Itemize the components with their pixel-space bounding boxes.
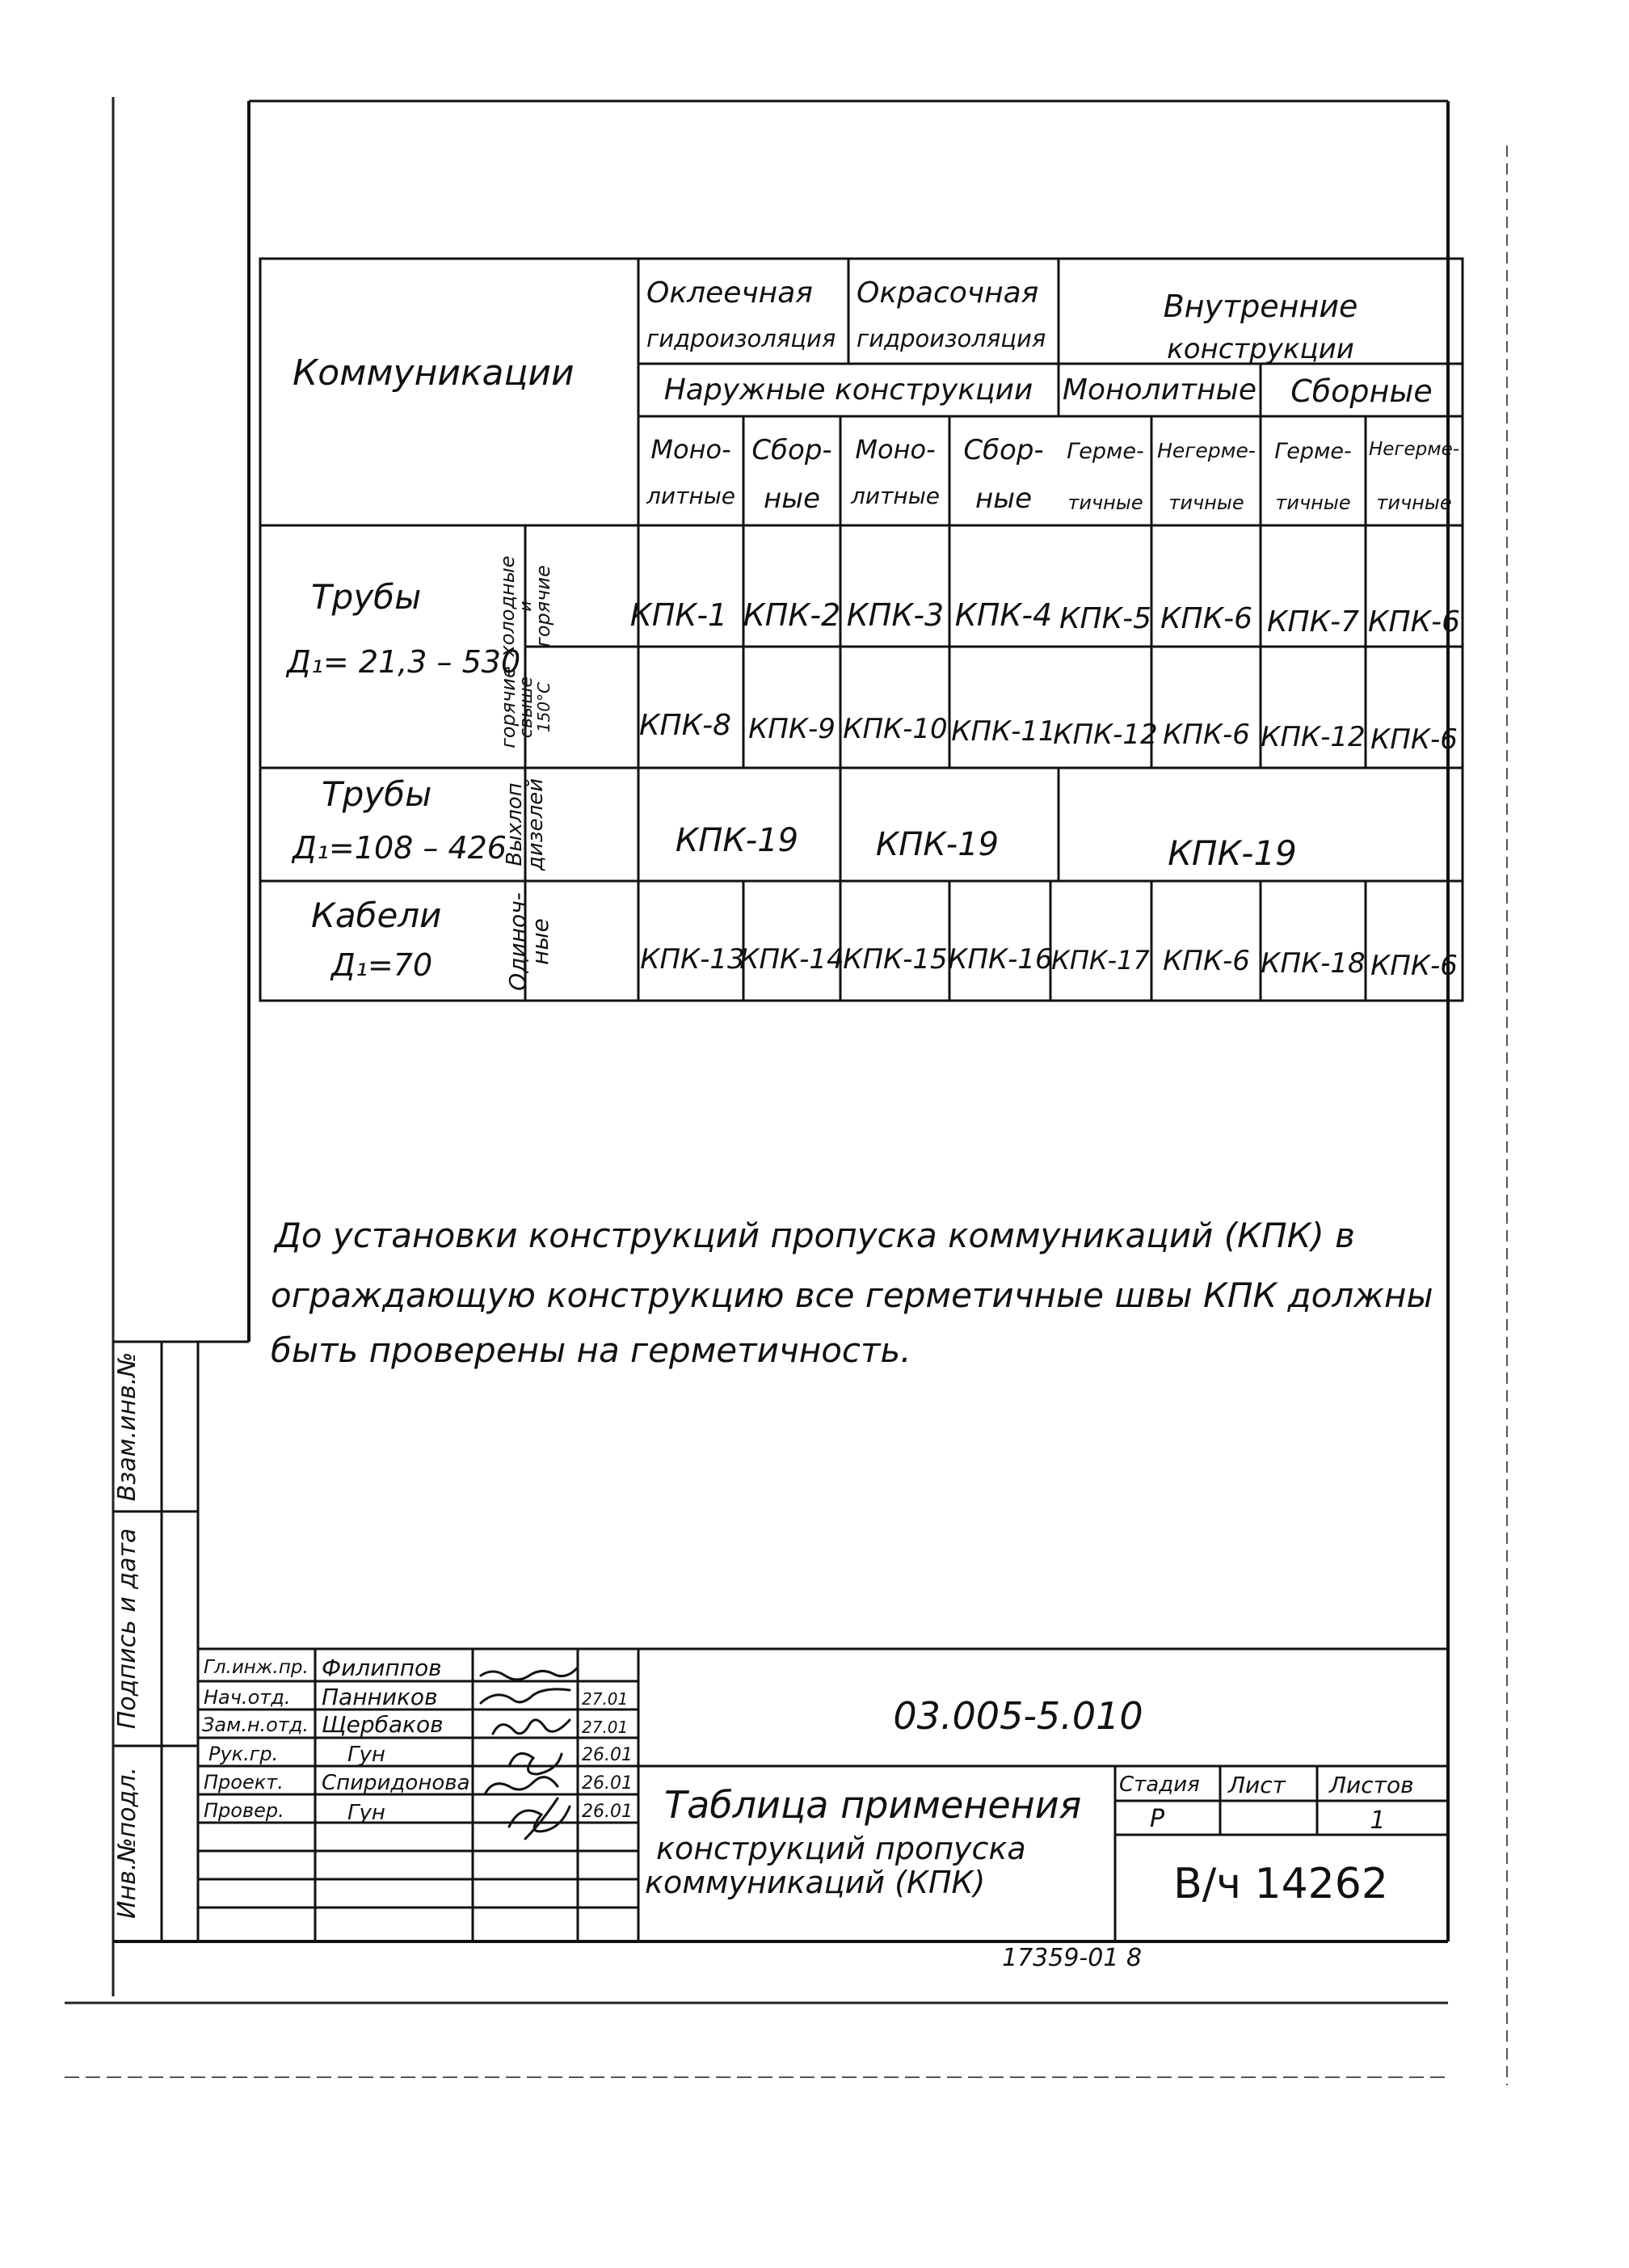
table-cell: КПК-19 — [675, 822, 799, 859]
signature-date: 27.01 — [582, 1718, 629, 1737]
organization-code: В/ч 14262 — [1173, 1860, 1388, 1908]
role-label: Гл.инж.пр. — [204, 1657, 309, 1678]
stage-label: Стадия — [1119, 1773, 1200, 1797]
handwritten-signatures — [477, 1653, 582, 1843]
role-label: Проект. — [204, 1771, 284, 1794]
table-cell: КПК-13 — [640, 943, 745, 976]
row-diameter: Д₁=108 – 426 — [293, 830, 507, 866]
internal-structures-header: Внутренние — [1163, 289, 1358, 324]
signatory-name: Щербаков — [322, 1711, 444, 1738]
drawing-title: Таблица применения — [664, 1783, 1082, 1827]
monolithic-header: Монолитные — [1062, 373, 1257, 407]
role-label: Зам.н.отд. — [202, 1714, 309, 1736]
role-label: Рук.гр. — [208, 1743, 279, 1765]
table-cell: КПК-3 — [846, 597, 945, 633]
original-inventory-label: Инв.№подл. — [113, 1767, 141, 1919]
table-cell: КПК-10 — [843, 713, 948, 745]
signature-date-label: Подпись и дата — [113, 1528, 141, 1730]
table-cell: КПК-18 — [1261, 947, 1366, 980]
signatory-name: Гун — [347, 1743, 385, 1767]
table-cell: КПК-6 — [1370, 950, 1458, 982]
row-label: Трубы — [311, 577, 422, 617]
signature-date: 26.01 — [582, 1773, 633, 1794]
signatory-name: Филиппов — [322, 1655, 442, 1681]
condition-cold-hot: холодные и горячие — [496, 555, 554, 657]
table-cell: КПК-6 — [1160, 602, 1253, 635]
signature-date: 26.01 — [582, 1802, 633, 1822]
table-cell: КПК-19 — [1168, 833, 1297, 873]
row-label: Кабели — [311, 896, 442, 935]
condition-hot-over-150: горячие свыше 150°С — [497, 666, 554, 748]
signatory-name: Спиридонова — [322, 1771, 470, 1795]
signatory-name: Гун — [347, 1801, 385, 1825]
table-cell: КПК-9 — [748, 713, 836, 745]
condition-single: Одиноч- ные — [504, 892, 554, 991]
sheets-value: 1 — [1370, 1806, 1386, 1835]
table-cell: КПК-14 — [739, 943, 844, 976]
table-cell: КПК-5 — [1059, 602, 1152, 635]
table-cell: КПК-7 — [1266, 605, 1360, 639]
table-cell: КПК-12 — [1261, 721, 1366, 753]
sheets-label: Листов — [1329, 1772, 1414, 1798]
table-cell: КПК-16 — [948, 943, 1053, 976]
table-cell: КПК-6 — [1163, 945, 1250, 977]
condition-diesel-exhaust: Выхлоп дизелей — [503, 778, 548, 871]
table-cell: КПК-15 — [843, 943, 948, 976]
row-diameter: Д₁=70 — [331, 947, 433, 983]
table-cell: КПК-6 — [1370, 723, 1458, 756]
replacement-inventory-label: Взам.инв.№ — [113, 1351, 141, 1502]
prefab-header: Сборные — [1290, 373, 1433, 409]
signature-date: 27.01 — [582, 1689, 629, 1709]
table-cell: КПК-17 — [1051, 945, 1150, 976]
table-cell: КПК-6 — [1367, 605, 1461, 639]
table-cell: КПК-19 — [875, 826, 1000, 863]
table-cell: КПК-11 — [951, 715, 1056, 748]
external-structures-header: Наружные конструкции — [663, 373, 1033, 407]
table-cell: КПК-1 — [629, 597, 728, 633]
role-label: Провер. — [204, 1799, 284, 1822]
role-label: Нач.отд. — [204, 1686, 291, 1709]
archive-number: 17359-01 8 — [1002, 1944, 1143, 1972]
painted-waterproofing-header: Окрасочная — [857, 276, 1039, 310]
document-code: 03.005-5.010 — [893, 1694, 1143, 1738]
row-diameter: Д₁= 21,3 – 530 — [287, 644, 521, 680]
table-cell: КПК-8 — [638, 709, 732, 742]
table-cell: КПК-6 — [1163, 719, 1250, 751]
communications-header: Коммуникации — [293, 352, 575, 394]
stage-value: Р — [1149, 1805, 1165, 1833]
signatory-name: Панников — [322, 1684, 438, 1710]
table-cell: КПК-12 — [1053, 719, 1158, 751]
pasted-waterproofing-header: Оклеечная — [646, 276, 813, 310]
row-label: Трубы — [322, 774, 432, 814]
signature-date: 26.01 — [582, 1745, 633, 1765]
table-cell: КПК-2 — [743, 597, 841, 633]
sheet-label: Лист — [1228, 1772, 1286, 1798]
table-cell: КПК-4 — [954, 597, 1053, 633]
